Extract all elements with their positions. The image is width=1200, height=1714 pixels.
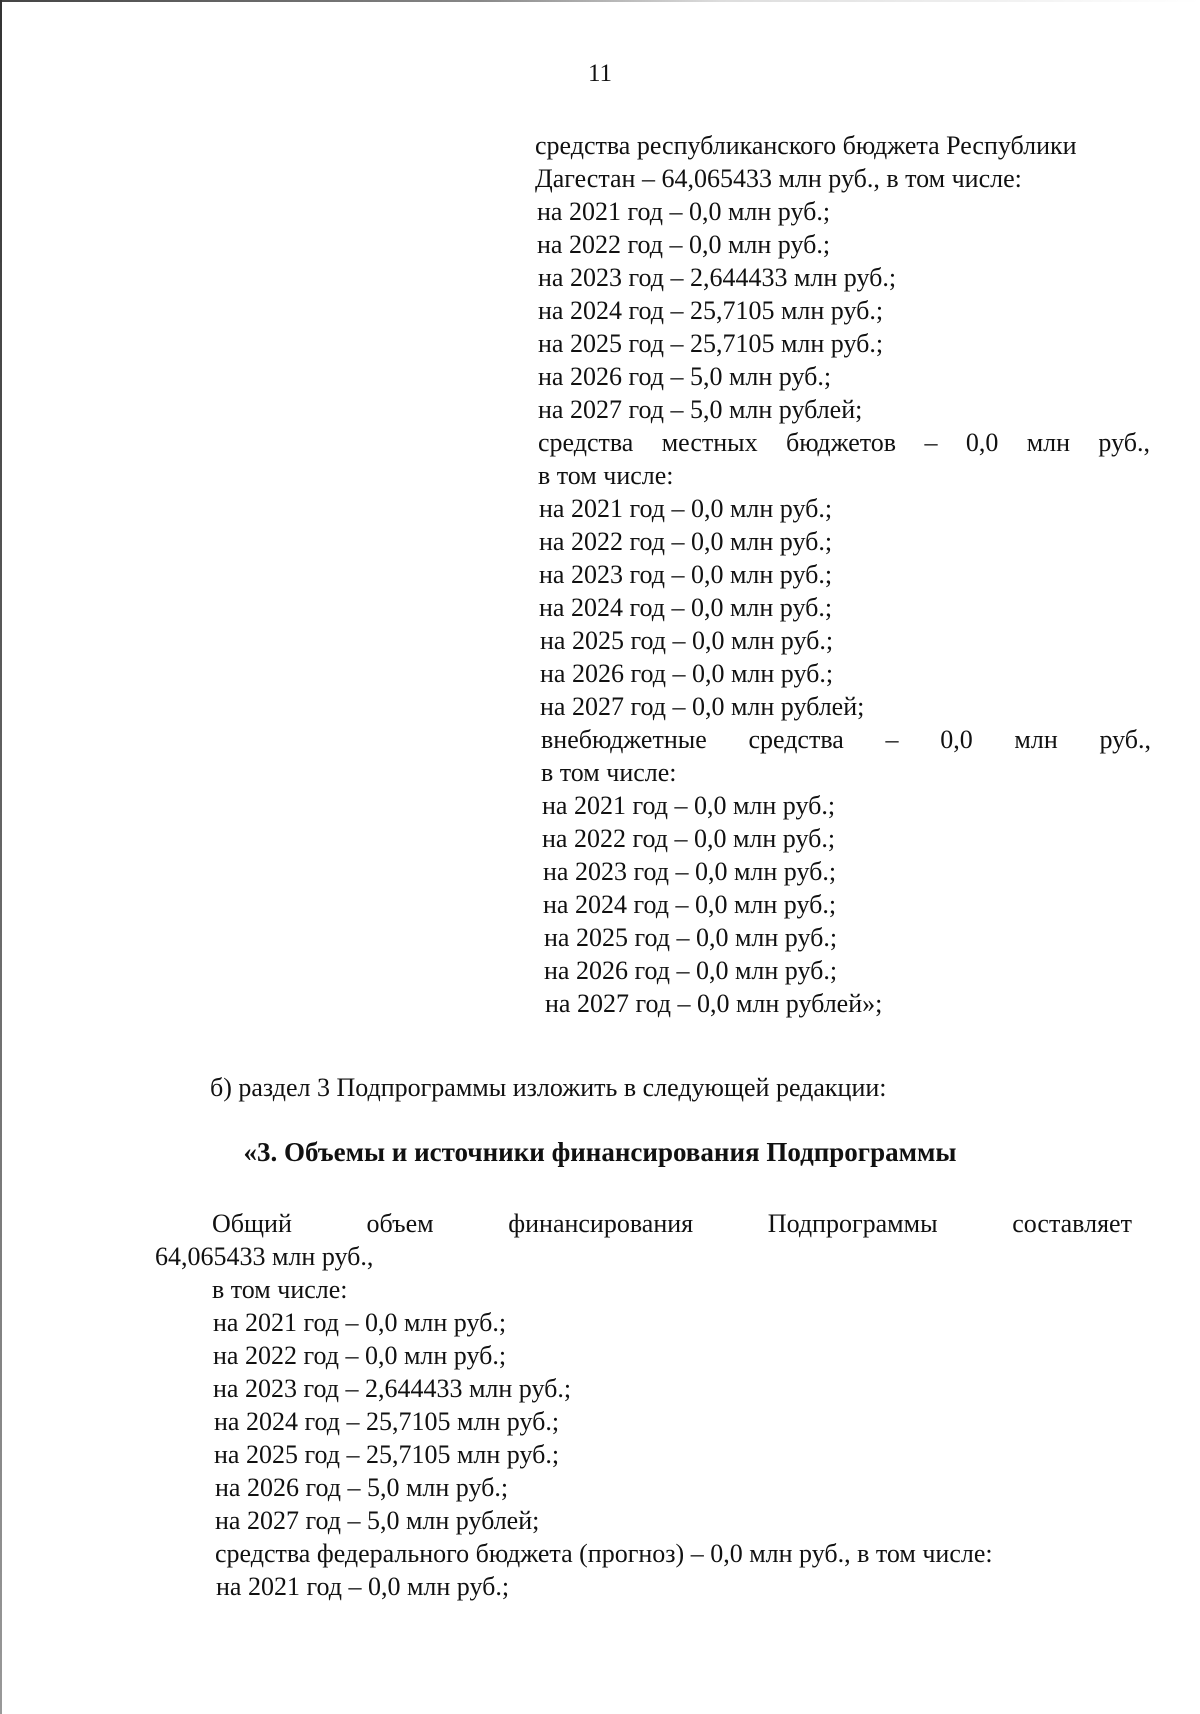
extra-budget-line-2: в том числе: xyxy=(541,758,677,787)
word: 0,0 xyxy=(965,428,999,457)
local-year-2024: на 2024 год – 0,0 млн руб.; xyxy=(539,593,833,622)
republic-budget-line-2: Дагестан – 64,065433 млн руб., в том числе: xyxy=(535,164,1022,193)
word: Общий xyxy=(212,1209,292,1238)
federal-year-2021: на 2021 год – 0,0 млн руб.; xyxy=(216,1572,510,1601)
local-year-2025: на 2025 год – 0,0 млн руб.; xyxy=(540,626,834,655)
word: объем xyxy=(366,1209,434,1238)
word: Подпрограммы xyxy=(767,1209,938,1238)
republic-year-2023: на 2023 год – 2,644433 млн руб.; xyxy=(538,263,897,292)
word: средства xyxy=(748,725,844,754)
extra-year-2024: на 2024 год – 0,0 млн руб.; xyxy=(543,890,837,919)
extra-year-2025: на 2025 год – 0,0 млн руб.; xyxy=(544,923,838,952)
word: 0,0 xyxy=(940,725,973,754)
word: руб., xyxy=(1099,725,1151,754)
total-financing-line-1 xyxy=(212,1208,1132,1240)
total-year-2026: на 2026 год – 5,0 млн руб.; xyxy=(215,1473,509,1502)
extra-budget-line-1 xyxy=(541,724,1151,756)
total-year-2024: на 2024 год – 25,7105 млн руб.; xyxy=(214,1407,560,1436)
total-financing-line-2: 64,065433 млн руб., xyxy=(155,1242,374,1271)
word: местных xyxy=(661,428,758,457)
scan-edge-left xyxy=(0,0,2,1714)
word: руб., xyxy=(1098,428,1150,457)
extra-year-2026: на 2026 год – 0,0 млн руб.; xyxy=(544,956,838,985)
scan-edge-top xyxy=(0,0,1200,2)
extra-year-2023: на 2023 год – 0,0 млн руб.; xyxy=(543,857,837,886)
total-financing-line-3: в том числе: xyxy=(212,1275,348,1304)
local-year-2026: на 2026 год – 0,0 млн руб.; xyxy=(540,659,834,688)
word: млн xyxy=(1014,725,1058,754)
republic-year-2027: на 2027 год – 5,0 млн рублей; xyxy=(538,395,863,424)
local-year-2027: на 2027 год – 0,0 млн рублей; xyxy=(540,692,865,721)
word: средства xyxy=(538,428,634,457)
total-year-2027: на 2027 год – 5,0 млн рублей; xyxy=(215,1506,540,1535)
local-year-2023: на 2023 год – 0,0 млн руб.; xyxy=(539,560,833,589)
local-budget-line-1 xyxy=(538,427,1150,459)
word: млн xyxy=(1026,428,1071,457)
republic-budget-line-1: средства республиканского бюджета Республики xyxy=(535,131,1077,160)
federal-budget-line: средства федерального бюджета (прогноз) – 0,0 млн руб., в том числе: xyxy=(215,1539,993,1568)
republic-year-2024: на 2024 год – 25,7105 млн руб.; xyxy=(538,296,884,325)
word: финансирования xyxy=(508,1209,694,1238)
local-year-2022: на 2022 год – 0,0 млн руб.; xyxy=(539,527,833,556)
local-budget-line-2: в том числе: xyxy=(538,461,674,490)
page-number: 11 xyxy=(587,60,613,87)
section-heading: «3. Объемы и источники финансирования Подпрограммы xyxy=(243,1137,957,1167)
instruction-paragraph: б) раздел 3 Подпрограммы изложить в следующей редакции: xyxy=(210,1073,887,1102)
word: внебюджетные xyxy=(541,725,707,754)
extra-year-2027: на 2027 год – 0,0 млн рублей»; xyxy=(545,989,883,1018)
republic-year-2025: на 2025 год – 25,7105 млн руб.; xyxy=(538,329,884,358)
word: составляет xyxy=(1012,1209,1132,1238)
republic-year-2026: на 2026 год – 5,0 млн руб.; xyxy=(538,362,832,391)
word: – xyxy=(924,428,938,457)
total-year-2025: на 2025 год – 25,7105 млн руб.; xyxy=(214,1440,560,1469)
total-year-2021: на 2021 год – 0,0 млн руб.; xyxy=(213,1308,507,1337)
word: бюджетов xyxy=(786,428,897,457)
total-year-2022: на 2022 год – 0,0 млн руб.; xyxy=(213,1341,507,1370)
extra-year-2022: на 2022 год – 0,0 млн руб.; xyxy=(542,824,836,853)
republic-year-2022: на 2022 год – 0,0 млн руб.; xyxy=(537,230,831,259)
local-year-2021: на 2021 год – 0,0 млн руб.; xyxy=(539,494,833,523)
word: – xyxy=(885,725,899,754)
extra-year-2021: на 2021 год – 0,0 млн руб.; xyxy=(542,791,836,820)
republic-year-2021: на 2021 год – 0,0 млн руб.; xyxy=(537,197,831,226)
total-year-2023: на 2023 год – 2,644433 млн руб.; xyxy=(213,1374,572,1403)
